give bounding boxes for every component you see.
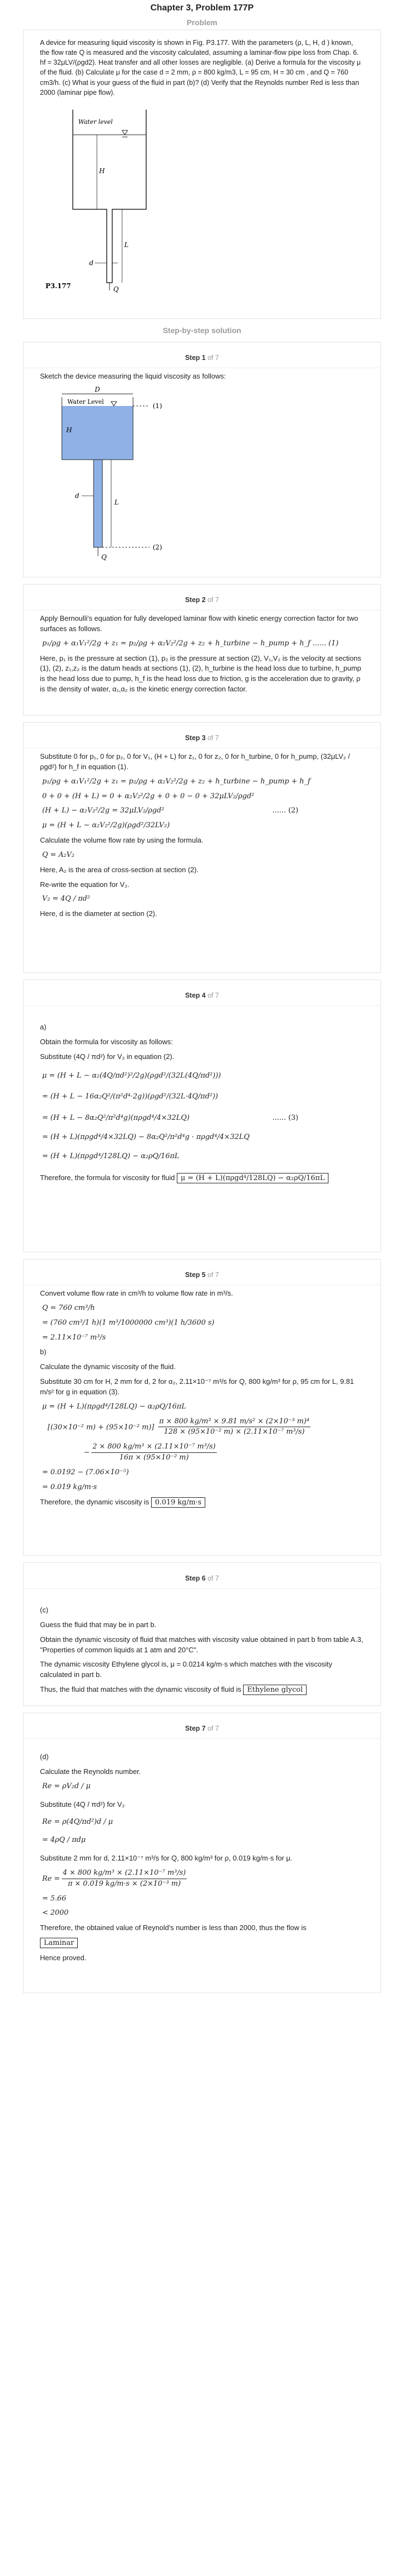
step-7-eq-3: = 4ρQ / πdμ	[42, 1836, 86, 1845]
step-5-answer: 0.019 kg/m·s	[151, 1497, 205, 1508]
step-5-text-1: Convert volume flow rate in cm³/h to volume flow rate in m³/s.	[40, 1289, 233, 1297]
fig-water-level: Water level	[78, 118, 113, 125]
step-5-eq-5: [(30×10⁻² m) + (95×10⁻² m)] $\frac{\text{π × 800 kg/m³ × 9.81 m/s² × (2×10⁻³ m)⁴}}{\text{128 × (95×10⁻² m) × (2.11×10⁻⁷ m³/s)}}$	[48, 1417, 310, 1436]
step-5-eq-4: μ = (H + L)(πρgd⁴/128LQ) − α₂ρQ/16πL	[42, 1402, 187, 1411]
problem-figure	[40, 102, 177, 294]
solution-label: Step-by-step solution	[163, 326, 241, 335]
step-7-eq-6: < 2000	[42, 1909, 69, 1917]
step-6-card	[23, 1562, 381, 1706]
fig1-d: d	[75, 491, 79, 500]
step-4-answer: μ = (H + L)(πρgd⁴/128LQ) − α₂ρQ/16πL	[177, 1173, 328, 1183]
step-4-text-3: Therefore, the formula for viscosity for fluid μ = (H + L)(πρgd⁴/128LQ) − α₂ρQ/16πL	[40, 1173, 364, 1184]
step-2-eq-1: p₁/ρg + α₁V₁²/2g + z₁ = p₂/ρg + α₂V₂²/2g + z₂ + h_turbine − h_pump + h_f ...... (1)	[42, 639, 339, 648]
problem-card	[23, 30, 381, 319]
step-5-eq-1: Q = 760 cm³/h	[42, 1303, 95, 1312]
step-4-eq-4: = (H + L)(πρgd⁴/4×32LQ) − 8α₂Q²/π²d⁴g · πρgd⁴/4×32LQ	[42, 1133, 250, 1142]
step-5-eq-2: = (760 cm³/1 h)(1 m³/1000000 cm³)(1 h/3600 s)	[42, 1318, 215, 1327]
step-5-eq-6: − $\frac{\text{2 × 800 kg/m³ × (2.11×10⁻⁷ m³/s)}}{\text{16π × (95×10⁻² m)}}$	[84, 1442, 216, 1462]
step-3-eq-3: (H + L) − α₂V₂²/2g = 32μLV₂/ρgd² ...... (2)	[42, 806, 298, 815]
step-1-text: Sketch the device measuring the liquid viscosity as follows:	[40, 372, 226, 380]
step-2-text-1: Apply Bernoulli's equation for fully developed laminar flow with kinetic energy correction factor for two surfaces as follows.	[40, 614, 359, 633]
fig1-section-1: (1)	[153, 402, 162, 410]
step-3-text-2: Calculate the volume flow rate by using the formula.	[40, 836, 204, 845]
fig-H: H	[99, 167, 105, 175]
fig-d: d	[89, 259, 94, 267]
step-5-text-4: Therefore, the dynamic viscosity is 0.019 kg/m·s	[40, 1497, 364, 1508]
step-7-answer: Laminar	[40, 1938, 78, 1948]
fig1-water-level: Water Level	[67, 398, 104, 405]
step-1-card	[23, 342, 381, 577]
step-5-part: b)	[40, 1348, 47, 1356]
step-6-text-1: Guess the fluid that may be in part b.	[40, 1620, 157, 1629]
step-3-text-1: Substitute 0 for p₁, 0 for p₂, 0 for V₁, (H + L) for z₁, 0 for z₂, 0 for h_turbine, 0 for h_pump, (32μLV₂ / ρgd²) for h_f in equation (1).	[40, 752, 350, 771]
step-5-text-3: Substitute 30 cm for H, 2 mm for d, 2 for α₂, 2.11×10⁻⁷ m³/s for Q, 800 kg/m³ for ρ, 95 cm for L, 9.81 m/s² for g in equation (3).	[40, 1377, 354, 1396]
step-3-text-3: Here, A₂ is the area of cross-section at section (2).	[40, 865, 199, 874]
problem-label: Problem	[186, 18, 217, 27]
step-3-text-5: Here, d is the diameter at section (2).	[40, 909, 157, 918]
step-1-figure	[40, 386, 204, 562]
step-6-part: (c)	[40, 1606, 49, 1614]
step-4-eq-1: μ = (H + L − α₂(4Q/πd²)²/2g)(ρgd²/(32L(4Q/πd²)))	[42, 1071, 221, 1080]
fig-L: L	[124, 241, 129, 249]
page-title: Chapter 3, Problem 177P	[150, 3, 254, 13]
step-3-eq-1: p₁/ρg + α₁V₁²/2g + z₁ = p₂/ρg + α₂V₂²/2g + z₂ + h_turbine − h_pump + h_f	[42, 777, 310, 786]
step-4-eq-2: = (H + L − 16α₂Q²/(π²d⁴·2g))(ρgd²/(32L·4Q/πd²))	[42, 1092, 218, 1101]
step-7-eq-5: = 5.66	[42, 1894, 66, 1903]
step-2-header: Step 2 of 7	[24, 590, 380, 610]
step-5-eq-8: = 0.019 kg/m·s	[42, 1482, 97, 1491]
step-7-eq-1: Re = ρV₂d / μ	[42, 1782, 91, 1790]
step-4-header: Step 4 of 7	[24, 986, 380, 1006]
step-6-text-2: Obtain the dynamic viscosity of fluid that matches with viscosity value obtained in part b from table A.3, "Properties of common liquids at 1 atm and 20°C".	[40, 1635, 363, 1654]
fig-Q: Q	[113, 285, 119, 293]
fig1-Q: Q	[101, 553, 107, 561]
step-1-header: Step 1 of 7	[24, 348, 380, 368]
step-7-eq-2: Re = ρ(4Q/πd²)d / μ	[42, 1818, 113, 1827]
step-7-header: Step 7 of 7	[24, 1719, 380, 1739]
step-4-eq-5: = (H + L)(πρgd⁴/128LQ) − α₂ρQ/16πL	[42, 1152, 180, 1160]
step-7-eq-4: Re = $\frac{\text{4 × 800 kg/m³ × (2.11×10⁻⁷ m³/s)}}{\text{π × 0.019 kg/m·s × (2×10⁻³ m)}}$	[42, 1868, 186, 1888]
step-4-text-1: Obtain the formula for viscosity as follows:	[40, 1037, 173, 1046]
fig1-D: D	[95, 386, 100, 393]
step-3-eq-2: 0 + 0 + (H + L) = 0 + α₂V₂²/2g + 0 + 0 − 0 + 32μLV₂/ρgd²	[42, 792, 255, 800]
step-5-eq-7: = 0.0192 − (7.06×10⁻⁵)	[42, 1468, 129, 1476]
step-7-part: (d)	[40, 1753, 49, 1761]
step-3-text-4: Re-write the equation for V₂.	[40, 880, 130, 889]
step-5-eq-3: = 2.11×10⁻⁷ m³/s	[42, 1333, 106, 1342]
step-3-eq-5: Q = A₂V₂	[42, 850, 75, 859]
step-4-text-2: Substitute (4Q / πd²) for V₂ in equation (2).	[40, 1052, 175, 1061]
fig1-section-2: (2)	[153, 543, 162, 551]
step-5-header: Step 5 of 7	[24, 1265, 380, 1285]
step-7-text-2: Substitute (4Q / πd²) for V₂	[40, 1800, 125, 1808]
step-7-text-4: Therefore, the obtained value of Reynold's number is less than 2000, thus the flow is	[40, 1924, 307, 1932]
step-6-header: Step 6 of 7	[24, 1569, 380, 1589]
step-6-text-3: The dynamic viscosity Ethylene glycol is, μ = 0.0214 kg/m·s which matches with the viscosity calculated in part b.	[40, 1660, 332, 1679]
step-3-card	[23, 722, 381, 973]
fig-caption: P3.177	[45, 282, 71, 290]
fig1-L: L	[114, 498, 119, 506]
step-5-card	[23, 1259, 381, 1556]
fig1-H: H	[66, 426, 72, 434]
step-6-text-4: Thus, the fluid that matches with the dynamic viscosity of fluid is Ethylene glycol	[40, 1685, 364, 1696]
step-4-card	[23, 980, 381, 1252]
step-4-eq-3: = (H + L − 8α₂Q²/π²d⁴g)(πρgd⁴/4×32LQ) ...... (3)	[42, 1114, 298, 1123]
step-3-eq-6: V₂ = 4Q / πd²	[42, 895, 90, 903]
step-2-card	[23, 584, 381, 715]
step-3-header: Step 3 of 7	[24, 728, 380, 748]
step-7-answer-line	[40, 1938, 364, 1949]
step-3-eq-4: μ = (H + L − α₂V₂²/2g)(ρgd²/32LV₂)	[42, 821, 170, 830]
step-2-text-2: Here, p₁ is the pressure at section (1), p₂ is the pressure at section (2), V₁,V₂ is the velocity at sections (1), (2), z₁,z₂ is the datum heads at sections (1), (2), h_turbine is the head loss due to turbine, h_pump is the head loss due to pump, h_f is the head loss due to friction, g is the acceleration due to gravity, ρ is the density of water, α₁,α₂ is the kinetic energy correction factor.	[40, 654, 361, 694]
step-7-text-3: Substitute 2 mm for d, 2.11×10⁻⁷ m³/s for Q, 800 kg/m³ for ρ, 0.019 kg/m·s for μ.	[40, 1854, 292, 1863]
step-6-answer: Ethylene glycol	[243, 1685, 307, 1695]
step-7-text-5: Hence proved.	[40, 1953, 86, 1962]
step-7-text-1: Calculate the Reynolds number.	[40, 1767, 141, 1776]
step-7-card	[23, 1713, 381, 1993]
step-4-part: a)	[40, 1023, 47, 1031]
step-5-text-2: Calculate the dynamic viscosity of the fluid.	[40, 1363, 176, 1371]
problem-text: A device for measuring liquid viscosity is shown in Fig. P3.177. With the parameters (ρ, L, H, d ) known, the flow rate Q is measured and the viscosity calculated, assuming a laminar-flow pipe loss from Chap. 6. hf = 32μLV/(ρgd2). Heat transfer and all other losses are negligible. (a) Derive a formula for the viscosity μ of the fluid. (b) Calculate μ for the case d = 2 mm, ρ = 800 kg/m3, L = 95 cm, H = 30 cm , and Q = 760 cm3/h. (c) What is your guess of the fluid in part (b)? (d) Verify that the Reynolds number Red is less than 2000 (laminar pipe flow).	[40, 39, 361, 96]
